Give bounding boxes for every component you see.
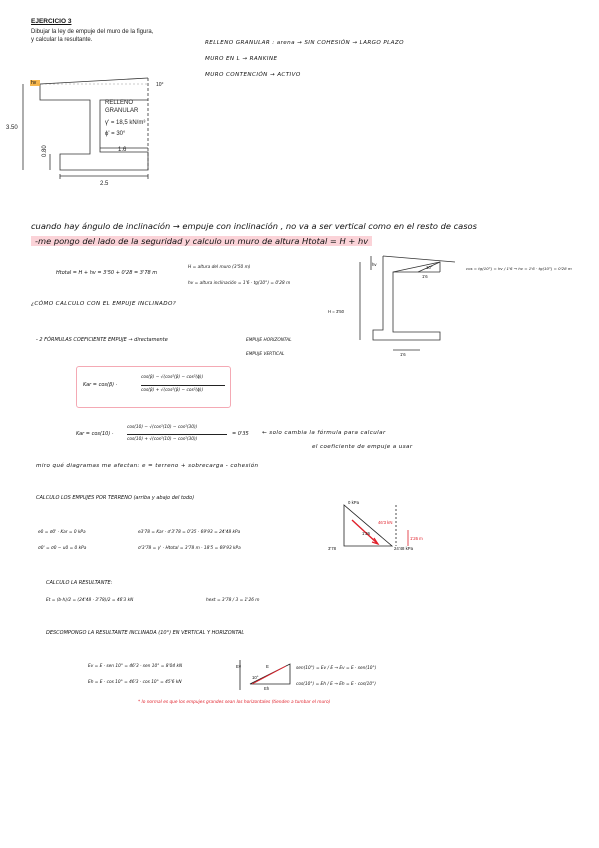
triangle-e: E	[266, 664, 269, 669]
triangle-ev: Ev	[236, 664, 242, 669]
kar-general-lhs: Kar = cos(β) ·	[83, 382, 118, 388]
decompose-cos: cos(10°) = Eh / E → Eh = E · cos(10°)	[296, 682, 376, 687]
coef-vertical: EMPUJE VERTICAL	[246, 352, 285, 357]
exercise-statement-line2: y calcular la resultante.	[31, 37, 93, 43]
kar-result: = 0'35	[232, 431, 249, 437]
kar-num: cos(10) − √(cos²(10) − cos²(30))	[127, 425, 198, 430]
exercise-statement-line1: Dibujar la ley de empuje del muro de la figura,	[31, 29, 154, 35]
kar-note-1: ← solo cambia la fórmula para calcular	[262, 430, 386, 436]
kar-general-num: cos(β) − √(cos²(β) − cos²(ϕ))	[141, 375, 204, 380]
note-line2: MURO EN L → RANKINE	[205, 56, 278, 62]
hv-label: hv	[31, 80, 37, 86]
diagram-bottom: 24'48 kPa	[394, 546, 413, 551]
resultant-title: CALCULO LA RESULTANTE:	[46, 580, 113, 586]
dim-height: 3.50	[6, 125, 18, 131]
side-angle: 10°	[426, 265, 433, 270]
kar-lhs: Kar = cos(10) ·	[76, 431, 114, 437]
decompose-note: * lo normal es que los empujes grandes sean los horizontales (tienden a tumbar el muro)	[138, 700, 331, 705]
decompose-eh: Eh = E · cos 10° = 46'3 · cos 10° = 45'6 kN	[88, 680, 182, 685]
angle-label: 10°	[156, 82, 164, 88]
terrain-e0: e0 = σ0' · Kar = 0 kPa	[38, 530, 86, 535]
coef-intro: - 2 FÓRMULAS COEFICIENTE EMPUJE → directamente	[36, 337, 168, 343]
kar-note-2: el coeficiente de empuje a usar	[312, 444, 413, 450]
side-calc: cos = tg(10°) = hv / 1'6 → hv = 1'6 · tg(10°) = 0'28 m	[466, 266, 572, 271]
side-width-bottom: 1'6	[400, 352, 406, 357]
gamma-label: γ' = 18,5 kN/m³	[105, 120, 146, 126]
side-height: H = 3'50	[328, 309, 344, 314]
diagrams-line: miro qué diagramas me afectan: e = terreno + sobrecarga - cohesión	[36, 463, 259, 469]
diagram-pos: 1'26	[362, 531, 370, 536]
kar-den: cos(10) + √(cos²(10) − cos²(30))	[127, 437, 198, 442]
triangle-angle: 10°	[252, 675, 259, 680]
coef-horizontal: EMPUJE HORIZONTAL	[246, 338, 292, 343]
diagram-depth: 3'78	[328, 546, 336, 551]
terrain-s378: σ'3'78 = γ' · Htotal = 3'78 m · 18'5 = 69'93 kPa	[138, 546, 241, 551]
htotal-def-h: H = altura del muro (3'50 m)	[188, 265, 251, 270]
decompose-sen: sen(10°) = Ev / E → Ev = E · sen(10°)	[296, 666, 377, 671]
diagram-arm: 1'26 m	[410, 536, 423, 541]
diagram-top: 0 kPa	[348, 500, 359, 505]
note-line1: RELLENO GRANULAR : arena → SIN COHESIÓN → LARGO PLAZO	[205, 40, 404, 46]
fill-label-2: GRANULAR	[105, 108, 139, 114]
terrain-s0: σ0' = σ0 − u0 = 0 kPa	[38, 546, 87, 551]
side-width-top: 1'6	[422, 274, 428, 279]
decompose-ev: Ev = E · sen 10° = 46'3 · sen 10° = 8'04 kN	[88, 664, 183, 669]
paragraph-line1: cuando hay ángulo de inclinación → empuje con inclinación , no va a ser vertical como en el resto de casos	[31, 221, 477, 231]
side-hv: hv	[372, 262, 377, 267]
exercise-title: EJERCICIO 3	[31, 18, 72, 25]
htotal-formula: Htotal = H + hv = 3'50 + 0'28 = 3'78 m	[56, 270, 158, 276]
diagram-resultant: 46'3 kN	[378, 520, 393, 525]
decompose-title: DESCOMPONGO LA RESULTANTE INCLINADA (10°) EN VERTICAL Y HORIZONTAL	[46, 630, 245, 636]
question: ¿CÓMO CALCULO CON EL EMPUJE INCLINADO?	[31, 301, 177, 307]
resultant-et: Et = (b·h)/2 = (24'48 · 3'78)/2 = 46'3 kN	[46, 598, 134, 603]
fill-label-1: RELLENO	[105, 100, 134, 106]
dim-base-thickness: 0.80	[42, 145, 48, 157]
note-line3: MURO CONTENCIÓN → ACTIVO	[205, 72, 301, 78]
paragraph-line2: -me pongo del lado de la seguridad y calculo un muro de altura Htotal = H + hv	[31, 236, 372, 246]
terrain-title: CALCULO LOS EMPUJES POR TERRENO (arriba y abajo del todo)	[36, 495, 195, 501]
dim-base-width: 2.5	[100, 181, 109, 187]
dim-top: 1.6	[118, 147, 127, 153]
terrain-e378: e3'78 = Kar · σ'3'78 = 0'35 · 69'93 = 24'48 kPa	[138, 530, 241, 535]
kar-general-den: cos(β) + √(cos²(β) − cos²(ϕ))	[141, 388, 204, 393]
triangle-eh: Eh	[264, 686, 270, 691]
htotal-def-hv: hv = altura inclinación = 1'6 · tg(10°) = 0'28 m	[188, 281, 291, 286]
resultant-hext: hext = 3'78 / 3 = 1'26 m	[206, 598, 260, 603]
phi-label: ϕ' = 30°	[105, 131, 126, 137]
